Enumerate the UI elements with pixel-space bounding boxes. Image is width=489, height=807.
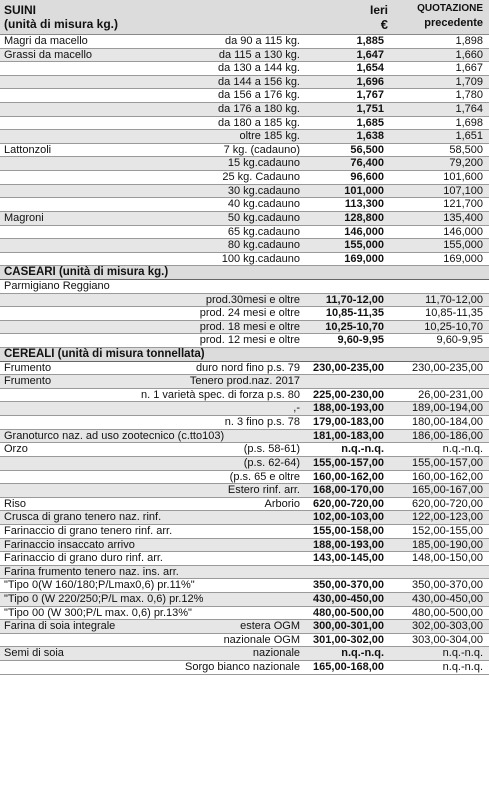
table-row bbox=[0, 443, 489, 457]
row-value-ieri: 179,00-183,00 bbox=[313, 416, 384, 429]
row-value-ieri: 168,00-170,00 bbox=[313, 484, 384, 497]
row-label: Farina frumento tenero naz. ins. arr. bbox=[4, 565, 179, 578]
table-row bbox=[0, 539, 489, 553]
row-value-ieri: 155,00-157,00 bbox=[313, 456, 384, 469]
table-row bbox=[0, 620, 489, 634]
row-value-precedente: 121,700 bbox=[443, 198, 483, 211]
row-value-precedente: 1,709 bbox=[455, 75, 483, 88]
row-spec: da 130 a 144 kg. bbox=[218, 62, 300, 75]
row-value-ieri: 1,696 bbox=[356, 75, 384, 88]
row-value-precedente: 186,00-186,00 bbox=[412, 429, 483, 442]
table-row bbox=[0, 307, 489, 321]
row-value-precedente: 1,698 bbox=[455, 116, 483, 129]
row-spec: (p.s. 62-64) bbox=[243, 456, 300, 469]
table-row bbox=[0, 198, 489, 212]
row-value-precedente: 165,00-167,00 bbox=[412, 484, 483, 497]
row-value-precedente: 1,660 bbox=[455, 48, 483, 61]
unit-subtitle: (unità di misura kg.) bbox=[4, 17, 119, 31]
row-spec: 30 kg.cadauno bbox=[227, 184, 300, 197]
row-value-ieri: 160,00-162,00 bbox=[313, 470, 384, 483]
row-spec: Tenero prod.naz. 2017 bbox=[189, 375, 300, 388]
row-value-ieri: 1,751 bbox=[356, 103, 384, 116]
row-value-ieri: 350,00-370,00 bbox=[313, 579, 384, 592]
row-spec: ,- bbox=[293, 402, 300, 415]
table-row bbox=[0, 62, 489, 76]
table-body bbox=[0, 35, 489, 675]
row-value-precedente: 146,000 bbox=[443, 225, 483, 238]
row-value-precedente: 11,70-12,00 bbox=[425, 293, 483, 306]
row-value-precedente: n.q.-n.q. bbox=[442, 647, 483, 660]
row-value-precedente: 107,100 bbox=[443, 184, 483, 197]
row-label: Lattonzoli bbox=[4, 143, 52, 156]
table-row bbox=[0, 593, 489, 607]
table-row bbox=[0, 389, 489, 403]
row-label: Parmigiano Reggiano bbox=[4, 279, 110, 292]
row-label: Farinaccio di grano tenero rinf. arr. bbox=[4, 524, 173, 537]
table-row bbox=[0, 130, 489, 144]
table-row bbox=[0, 185, 489, 199]
row-spec: 65 kg.cadauno bbox=[227, 225, 300, 238]
table-row bbox=[0, 647, 489, 661]
row-value-ieri: n.q.-n.q. bbox=[341, 443, 384, 456]
row-value-ieri: n.q.-n.q. bbox=[341, 647, 384, 660]
table-row bbox=[0, 416, 489, 430]
row-value-precedente: 122,00-123,00 bbox=[412, 511, 483, 524]
row-value-precedente: 26,00-231,00 bbox=[418, 388, 483, 401]
row-value-precedente: 160,00-162,00 bbox=[412, 470, 483, 483]
row-value-precedente: 303,00-304,00 bbox=[412, 633, 483, 646]
row-value-ieri: 1,647 bbox=[356, 48, 384, 61]
table-row bbox=[0, 49, 489, 63]
row-value-precedente: 9,60-9,95 bbox=[436, 334, 483, 347]
table-row bbox=[0, 471, 489, 485]
quotazione-column-header: QUOTAZIONE bbox=[417, 3, 483, 14]
row-value-ieri: 430,00-450,00 bbox=[313, 592, 384, 605]
row-value-ieri: 113,300 bbox=[344, 198, 384, 211]
row-value-ieri: 1,885 bbox=[356, 35, 384, 47]
row-spec: oltre 185 kg. bbox=[239, 130, 300, 143]
row-value-precedente: 189,00-194,00 bbox=[412, 402, 483, 415]
row-value-precedente: 620,00-720,00 bbox=[412, 497, 483, 510]
row-label: Semi di soia bbox=[4, 647, 64, 660]
row-value-precedente: 350,00-370,00 bbox=[412, 579, 483, 592]
row-value-ieri: 11,70-12,00 bbox=[325, 293, 384, 306]
row-value-ieri: 1,767 bbox=[356, 89, 384, 102]
row-value-precedente: 180,00-184,00 bbox=[412, 416, 483, 429]
section-header-row bbox=[0, 266, 489, 280]
row-value-ieri: 480,00-500,00 bbox=[313, 606, 384, 619]
precedente-column-header: precedente bbox=[424, 17, 483, 29]
row-spec: da 156 a 176 kg. bbox=[218, 89, 300, 102]
row-value-precedente: 1,651 bbox=[455, 130, 483, 143]
row-value-precedente: 10,85-11,35 bbox=[425, 307, 483, 320]
table-row bbox=[0, 294, 489, 308]
row-value-precedente: 155,00-157,00 bbox=[412, 456, 483, 469]
row-label: Magroni bbox=[4, 211, 44, 224]
table-row bbox=[0, 579, 489, 593]
row-value-ieri: 96,600 bbox=[350, 171, 384, 184]
row-value-ieri: 620,00-720,00 bbox=[313, 497, 384, 510]
row-spec: (p.s. 65 e oltre bbox=[229, 470, 300, 483]
table-row bbox=[0, 171, 489, 185]
row-label: Frumento bbox=[4, 375, 52, 388]
row-value-ieri: 169,000 bbox=[344, 252, 384, 265]
row-spec: n. 1 varietà spec. di forza p.s. 80 bbox=[141, 388, 300, 401]
row-value-ieri: 146,000 bbox=[344, 225, 384, 238]
row-value-ieri: 188,00-193,00 bbox=[313, 538, 384, 551]
table-row bbox=[0, 484, 489, 498]
ieri-column-header: Ieri bbox=[369, 3, 388, 17]
currency-symbol: € bbox=[380, 17, 388, 32]
row-spec: prod.30mesi e oltre bbox=[205, 293, 300, 306]
row-spec: duro nord fino p.s. 79 bbox=[196, 361, 300, 374]
row-value-ieri: 128,800 bbox=[344, 211, 384, 224]
row-spec: nazionale bbox=[252, 647, 300, 660]
row-spec: da 115 a 130 kg. bbox=[218, 48, 300, 61]
table-row bbox=[0, 239, 489, 253]
row-spec: 7 kg. (cadauno) bbox=[223, 143, 300, 156]
row-value-ieri: 155,00-158,00 bbox=[313, 524, 384, 537]
row-value-ieri: 230,00-235,00 bbox=[313, 361, 384, 374]
row-value-ieri: 155,000 bbox=[344, 239, 384, 252]
row-spec: 15 kg.cadauno bbox=[227, 157, 300, 170]
row-value-precedente: 185,00-190,00 bbox=[412, 538, 483, 551]
row-spec: n. 3 fino p.s. 78 bbox=[224, 416, 300, 429]
table-row bbox=[0, 35, 489, 49]
row-label: Farinaccio insaccato arrivo bbox=[4, 538, 135, 551]
table-row bbox=[0, 566, 489, 580]
row-label: Frumento bbox=[4, 361, 52, 374]
row-label: Farina di soia integrale bbox=[4, 620, 116, 633]
section-title: SUINI bbox=[4, 3, 37, 17]
row-value-ieri: 101,000 bbox=[344, 184, 384, 197]
row-spec: da 180 a 185 kg. bbox=[218, 116, 300, 129]
row-value-ieri: 76,400 bbox=[350, 157, 384, 170]
table-row bbox=[0, 375, 489, 389]
row-spec: 40 kg.cadauno bbox=[227, 198, 300, 211]
row-spec: prod. 18 mesi e oltre bbox=[199, 320, 300, 333]
row-spec: estera OGM bbox=[240, 620, 300, 633]
row-value-precedente: n.q.-n.q. bbox=[442, 443, 483, 456]
section-header-row bbox=[0, 348, 489, 362]
row-label: CEREALI (unità di misura tonnellata) bbox=[4, 348, 205, 361]
row-spec: da 176 a 180 kg. bbox=[218, 103, 300, 116]
row-spec: nazionale OGM bbox=[223, 633, 300, 646]
table-row bbox=[0, 634, 489, 648]
table-row bbox=[0, 226, 489, 240]
row-value-precedente: 302,00-303,00 bbox=[412, 620, 483, 633]
row-spec: 100 kg.cadauno bbox=[221, 252, 300, 265]
row-value-precedente: 1,898 bbox=[455, 35, 483, 47]
table-row bbox=[0, 498, 489, 512]
table-row bbox=[0, 321, 489, 335]
row-spec: Sorgo bianco nazionale bbox=[185, 661, 300, 674]
row-label: Granoturco naz. ad uso zootecnico (c.tto103) bbox=[4, 429, 225, 442]
table-row bbox=[0, 117, 489, 131]
row-value-precedente: 152,00-155,00 bbox=[412, 524, 483, 537]
table-row bbox=[0, 525, 489, 539]
row-label: Farinaccio di grano duro rinf. arr. bbox=[4, 552, 163, 565]
row-value-ieri: 188,00-193,00 bbox=[313, 402, 384, 415]
row-value-ieri: 165,00-168,00 bbox=[313, 661, 384, 674]
row-spec: Estero rinf. arr. bbox=[227, 484, 300, 497]
row-label: CASEARI (unità di misura kg.) bbox=[4, 266, 169, 279]
table-row bbox=[0, 212, 489, 226]
row-spec: prod. 24 mesi e oltre bbox=[199, 307, 300, 320]
row-value-ieri: 181,00-183,00 bbox=[313, 429, 384, 442]
table-row bbox=[0, 402, 489, 416]
row-spec: 50 kg.cadauno bbox=[227, 211, 300, 224]
row-value-precedente: n.q.-n.q. bbox=[442, 661, 483, 674]
row-spec: 80 kg.cadauno bbox=[227, 239, 300, 252]
row-value-precedente: 169,000 bbox=[443, 252, 483, 265]
row-spec: 25 kg. Cadauno bbox=[222, 171, 300, 184]
row-label: Riso bbox=[4, 497, 27, 510]
row-spec: prod. 12 mesi e oltre bbox=[199, 334, 300, 347]
row-label: Orzo bbox=[4, 443, 28, 456]
row-value-precedente: 155,000 bbox=[443, 239, 483, 252]
row-value-precedente: 1,764 bbox=[455, 103, 483, 116]
table-row bbox=[0, 334, 489, 348]
table-row bbox=[0, 552, 489, 566]
table-row bbox=[0, 157, 489, 171]
row-value-precedente: 135,400 bbox=[443, 211, 483, 224]
row-value-precedente: 430,00-450,00 bbox=[412, 592, 483, 605]
row-value-ieri: 301,00-302,00 bbox=[313, 633, 384, 646]
table-row bbox=[0, 511, 489, 525]
table-row bbox=[0, 362, 489, 376]
row-value-precedente: 10,25-10,70 bbox=[424, 320, 483, 333]
row-label: Magri da macello bbox=[4, 35, 88, 47]
row-value-precedente: 148,00-150,00 bbox=[412, 552, 483, 565]
row-label: "Tipo 00 (W 300;P/L max. 0,6) pr.13%" bbox=[4, 606, 192, 619]
row-label: "Tipo 0(W 160/180;P/Lmax0,6) pr.11%" bbox=[4, 579, 195, 592]
row-label: "Tipo 0 (W 220/250;P/L max. 0,6) pr.12% bbox=[4, 592, 204, 605]
row-value-precedente: 230,00-235,00 bbox=[412, 361, 483, 374]
row-spec: (p.s. 58-61) bbox=[243, 443, 300, 456]
table-row bbox=[0, 76, 489, 90]
row-value-ieri: 10,85-11,35 bbox=[325, 307, 384, 320]
row-value-ieri: 10,25-10,70 bbox=[325, 320, 384, 333]
row-value-ieri: 9,60-9,95 bbox=[337, 334, 384, 347]
row-spec: da 144 a 156 kg. bbox=[218, 75, 300, 88]
row-value-ieri: 1,685 bbox=[356, 116, 384, 129]
row-value-ieri: 56,500 bbox=[350, 143, 384, 156]
row-label: Crusca di grano tenero naz. rinf. bbox=[4, 511, 162, 524]
table-row bbox=[0, 457, 489, 471]
row-value-ieri: 225,00-230,00 bbox=[313, 388, 384, 401]
row-value-precedente: 101,600 bbox=[443, 171, 483, 184]
row-value-precedente: 480,00-500,00 bbox=[412, 606, 483, 619]
row-value-precedente: 58,500 bbox=[449, 143, 483, 156]
table-row bbox=[0, 253, 489, 267]
table-row bbox=[0, 144, 489, 158]
table-row bbox=[0, 607, 489, 621]
table-row bbox=[0, 430, 489, 444]
row-value-precedente: 1,780 bbox=[455, 89, 483, 102]
table-row bbox=[0, 89, 489, 103]
row-value-ieri: 1,654 bbox=[356, 62, 384, 75]
row-spec: da 90 a 115 kg. bbox=[224, 35, 300, 47]
table-row bbox=[0, 661, 489, 675]
row-value-ieri: 1,638 bbox=[356, 130, 384, 143]
row-spec: Arborio bbox=[264, 497, 300, 510]
row-value-precedente: 1,667 bbox=[455, 62, 483, 75]
row-label: Grassi da macello bbox=[4, 48, 93, 61]
row-value-ieri: 300,00-301,00 bbox=[313, 620, 384, 633]
row-value-ieri: 102,00-103,00 bbox=[313, 511, 384, 524]
table-row bbox=[0, 280, 489, 294]
table-row bbox=[0, 103, 489, 117]
row-value-precedente: 79,200 bbox=[449, 157, 483, 170]
row-value-ieri: 143,00-145,00 bbox=[313, 552, 384, 565]
table-header bbox=[0, 0, 489, 35]
